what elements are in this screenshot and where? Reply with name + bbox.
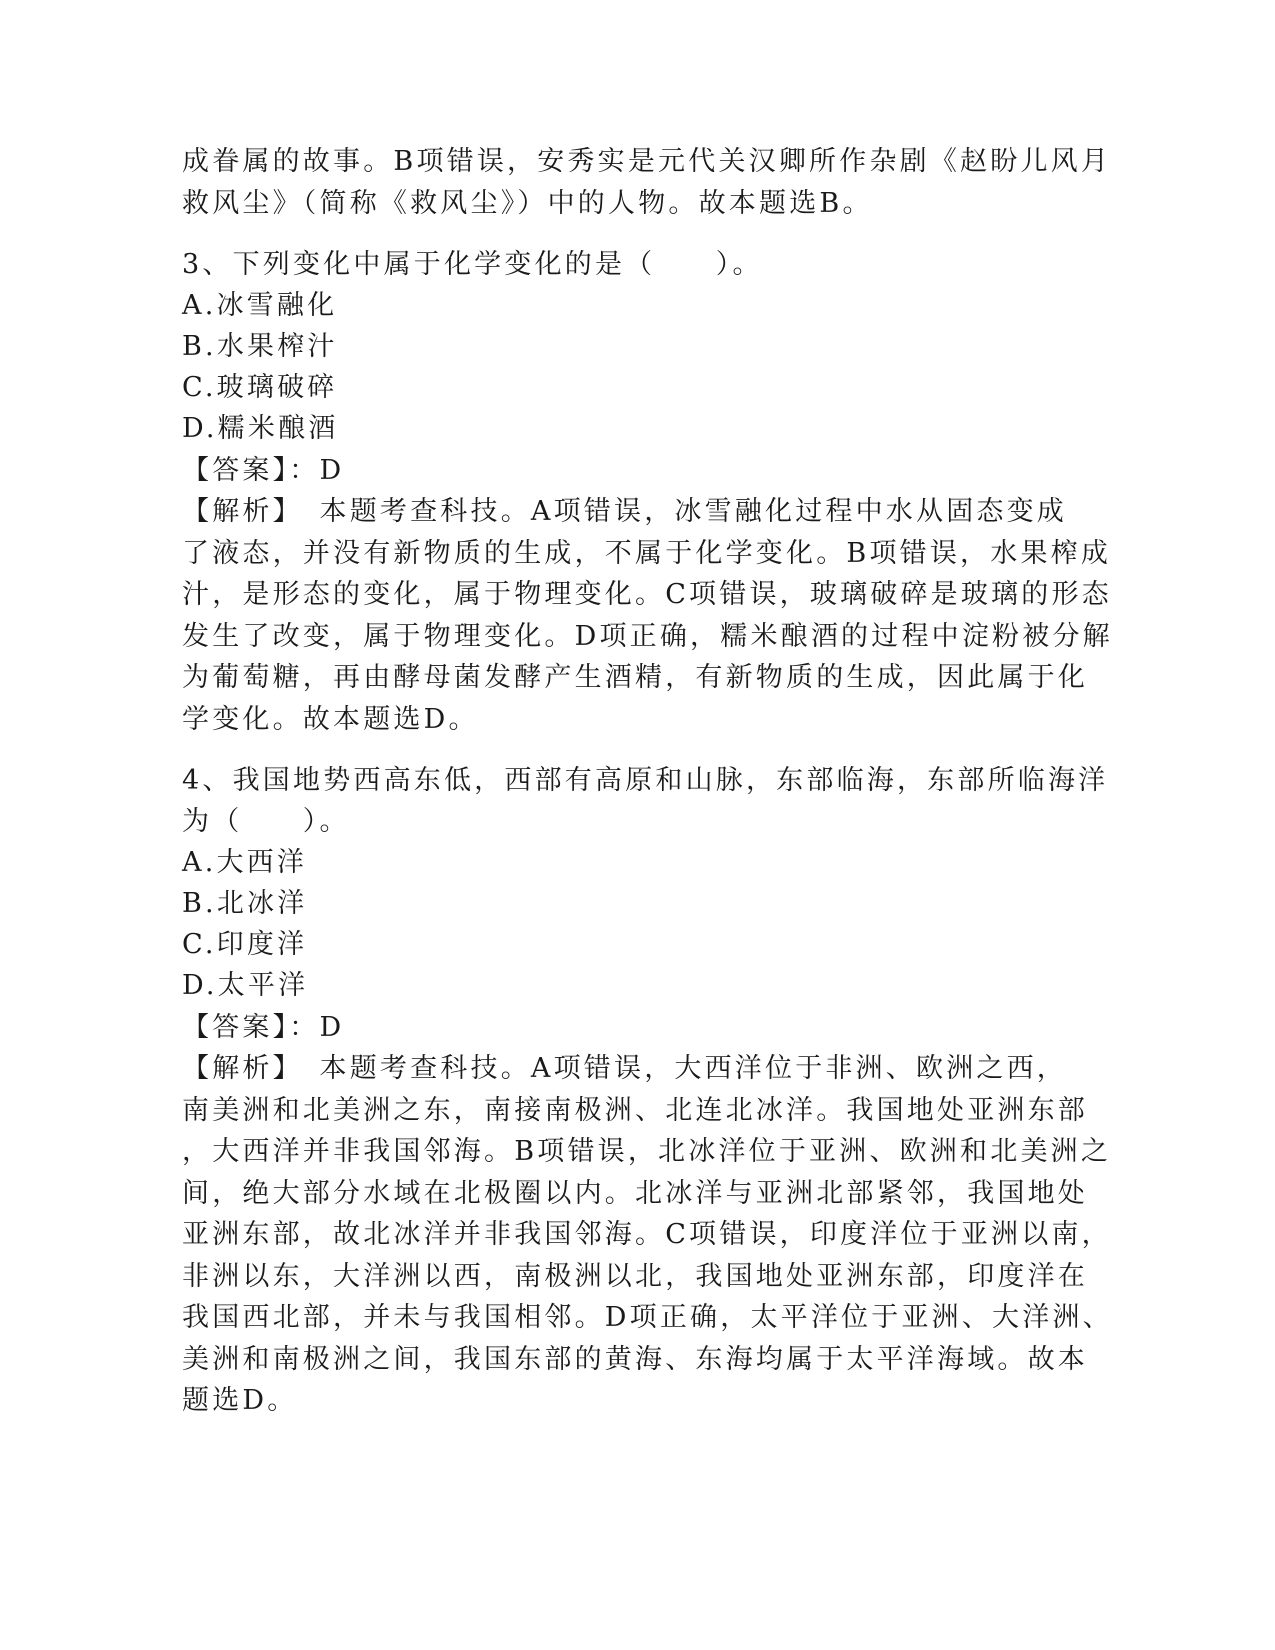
question-3-analysis-line: 了液态，并没有新物质的生成，不属于化学变化。B项错误，水果榨成 (182, 538, 1112, 569)
question-3-option-b: B.水果榨汁 (182, 331, 338, 362)
question-3-analysis-line: 发生了改变，属于物理变化。D项正确，糯米酿酒的过程中淀粉被分解 (182, 621, 1113, 652)
question-4-analysis-line: 非洲以东，大洋洲以西，南极洲以北，我国地处亚洲东部，印度洋在 (182, 1261, 1088, 1292)
question-3-answer: 【答案】：D (182, 455, 345, 486)
prev-explanation-line: 成眷属的故事。B项错误，安秀实是元代关汉卿所作杂剧《赵盼儿风月 (182, 146, 1112, 177)
question-3-analysis-line: 【解析】 本题考查科技。A项错误，冰雪融化过程中水从固态变成 (182, 496, 1067, 527)
question-4-analysis-line: 亚洲东部，故北冰洋并非我国邻海。C项错误，印度洋位于亚洲以南， (182, 1219, 1112, 1250)
question-4-stem: 4、我国地势西高东低，西部有高原和山脉，东部临海，东部所临海洋 (182, 765, 1109, 796)
question-3-option-d: D.糯米酿酒 (182, 413, 339, 444)
question-4-analysis-line: 南美洲和北美洲之东，南接南极洲、北连北冰洋。我国地处亚洲东部 (182, 1095, 1088, 1126)
question-3-analysis-line: 汁，是形态的变化，属于物理变化。C项错误，玻璃破碎是玻璃的形态 (182, 579, 1112, 610)
question-3-option-a: A.冰雪融化 (182, 290, 338, 321)
question-4-stem: 为（ ）。 (182, 806, 350, 837)
question-4-answer: 【答案】：D (182, 1012, 345, 1043)
question-4-analysis-line: ，大西洋并非我国邻海。B项错误，北冰洋位于亚洲、欧洲和北美洲之 (182, 1136, 1112, 1167)
question-4-analysis-line: 题选D。 (182, 1385, 298, 1416)
question-4-option-c: C.印度洋 (182, 929, 308, 960)
question-4-analysis-line: 美洲和南极洲之间，我国东部的黄海、东海均属于太平洋海域。故本 (182, 1344, 1088, 1375)
question-4-analysis-line: 我国西北部，并未与我国相邻。D项正确，太平洋位于亚洲、大洋洲、 (182, 1302, 1113, 1333)
question-4-option-a: A.大西洋 (182, 847, 308, 878)
question-4-option-b: B.北冰洋 (182, 888, 308, 919)
question-4-option-d: D.太平洋 (182, 970, 309, 1001)
question-3-option-c: C.玻璃破碎 (182, 372, 338, 403)
question-3-analysis-line: 学变化。故本题选D。 (182, 704, 479, 735)
prev-explanation-line: 救风尘》（简称《救风尘》）中的人物。故本题选B。 (182, 188, 873, 219)
question-3-stem: 3、下列变化中属于化学变化的是（ ）。 (182, 249, 763, 280)
question-4-analysis-line: 间，绝大部分水域在北极圈以内。北冰洋与亚洲北部紧邻，我国地处 (182, 1178, 1088, 1209)
question-4-analysis-line: 【解析】 本题考查科技。A项错误，大西洋位于非洲、欧洲之西， (182, 1053, 1067, 1084)
question-3-analysis-line: 为葡萄糖，再由酵母菌发酵产生酒精，有新物质的生成，因此属于化 (182, 662, 1088, 693)
